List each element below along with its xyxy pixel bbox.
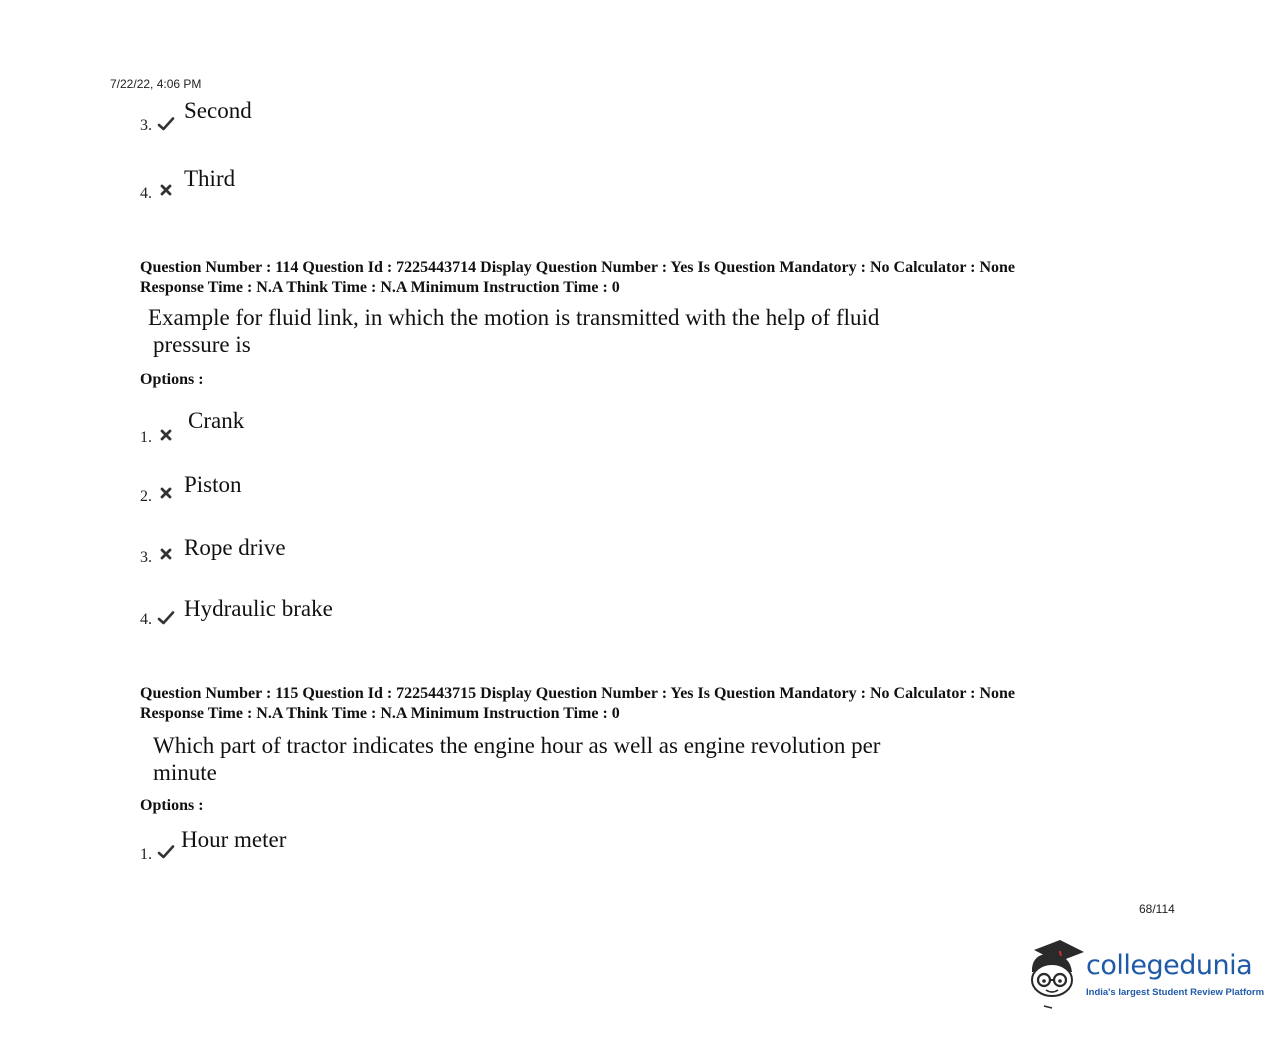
option-text: Hydraulic brake bbox=[184, 596, 333, 621]
brand-tagline: India's largest Student Review Platform bbox=[1086, 987, 1265, 998]
print-timestamp: 7/22/22, 4:06 PM bbox=[110, 77, 202, 91]
question-meta: Question Number : 114 Question Id : 7225443714 Display Question Number : Yes Is Question Mandatory : No Calculator : None bbox=[140, 259, 1016, 276]
question-text: Example for fluid link, in which the motion is transmitted with the help of fluid bbox=[148, 305, 880, 330]
option-text: Hour meter bbox=[181, 827, 287, 852]
options-label: Options : bbox=[140, 371, 204, 388]
options-label: Options : bbox=[140, 797, 204, 814]
question-text: Which part of tractor indicates the engine hour as well as engine revolution per bbox=[153, 733, 881, 758]
brand-logo bbox=[1024, 938, 1264, 1010]
check-mark-icon bbox=[157, 116, 175, 132]
option-number: 2. bbox=[140, 488, 152, 505]
cross-mark-icon bbox=[157, 182, 175, 198]
check-mark-icon bbox=[157, 844, 175, 860]
option-text: Crank bbox=[188, 408, 245, 433]
brand-name: collegedunia bbox=[1086, 950, 1253, 981]
page-number: 68/114 bbox=[1139, 902, 1175, 916]
mascot-icon bbox=[1024, 938, 1086, 1010]
question-text: pressure is bbox=[153, 332, 251, 357]
option-number: 1. bbox=[140, 846, 152, 863]
option-number: 3. bbox=[140, 117, 152, 134]
question-text: minute bbox=[153, 760, 217, 785]
question-meta: Response Time : N.A Think Time : N.A Minimum Instruction Time : 0 bbox=[140, 279, 620, 296]
question-meta: Response Time : N.A Think Time : N.A Minimum Instruction Time : 0 bbox=[140, 705, 620, 722]
option-text: Piston bbox=[184, 472, 242, 497]
option-text: Rope drive bbox=[184, 535, 286, 560]
option-number: 4. bbox=[140, 611, 152, 628]
option-number: 3. bbox=[140, 549, 152, 566]
cross-mark-icon bbox=[157, 546, 175, 562]
cross-mark-icon bbox=[157, 485, 175, 501]
option-number: 4. bbox=[140, 185, 152, 202]
option-text: Third bbox=[184, 166, 236, 191]
option-number: 1. bbox=[140, 429, 152, 446]
question-meta: Question Number : 115 Question Id : 7225443715 Display Question Number : Yes Is Question Mandatory : No Calculator : None bbox=[140, 685, 1016, 702]
check-mark-icon bbox=[157, 610, 175, 626]
option-text: Second bbox=[184, 98, 252, 123]
cross-mark-icon bbox=[157, 427, 175, 443]
